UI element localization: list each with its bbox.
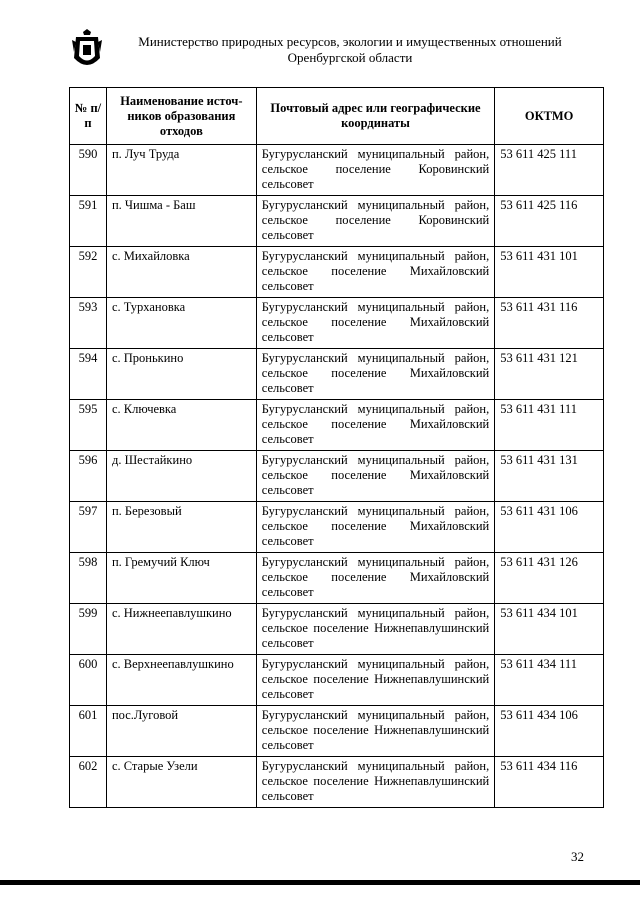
source-name: с. Старые Узели — [106, 757, 256, 808]
table-row — [70, 451, 604, 502]
oktmo-code: 53 611 425 116 — [495, 196, 604, 247]
row-number: 593 — [70, 298, 107, 349]
source-name: п. Луч Труда — [106, 145, 256, 196]
table-row — [70, 298, 604, 349]
row-number: 600 — [70, 655, 107, 706]
source-name: д. Шестайкино — [106, 451, 256, 502]
row-number: 597 — [70, 502, 107, 553]
row-number: 601 — [70, 706, 107, 757]
row-number: 598 — [70, 553, 107, 604]
address: Бугурусланский муниципальный район, сельское поселение Коровинский сельсовет — [256, 196, 494, 247]
waste-sources-table — [69, 87, 604, 808]
table-row — [70, 706, 604, 757]
source-name: с. Нижнеепавлушкино — [106, 604, 256, 655]
address: Бугурусланский муниципальный район, сельское поселение Михайловский сельсовет — [256, 298, 494, 349]
row-number: 595 — [70, 400, 107, 451]
table-row — [70, 145, 604, 196]
oktmo-code: 53 611 431 101 — [495, 247, 604, 298]
ministry-header — [115, 34, 585, 66]
address: Бугурусланский муниципальный район, сельское поселение Михайловский сельсовет — [256, 451, 494, 502]
address: Бугурусланский муниципальный район, сельское поселение Нижнепавлушинский сельсовет — [256, 604, 494, 655]
row-number: 602 — [70, 757, 107, 808]
table-row — [70, 400, 604, 451]
oktmo-code: 53 611 431 131 — [495, 451, 604, 502]
source-name: с. Ключевка — [106, 400, 256, 451]
address: Бугурусланский муниципальный район, сельское поселение Нижнепавлушинский сельсовет — [256, 757, 494, 808]
oktmo-code: 53 611 434 106 — [495, 706, 604, 757]
address: Бугурусланский муниципальный район, сельское поселение Коровинский сельсовет — [256, 145, 494, 196]
bottom-divider — [0, 880, 640, 885]
oktmo-code: 53 611 425 111 — [495, 145, 604, 196]
row-number: 596 — [70, 451, 107, 502]
column-header-address: Почтовый адрес или географические координаты — [256, 88, 494, 145]
region-name: Оренбургской области — [287, 50, 413, 65]
oktmo-code: 53 611 434 101 — [495, 604, 604, 655]
column-header-oktmo: ОКТМО — [495, 88, 604, 145]
table-row — [70, 757, 604, 808]
address: Бугурусланский муниципальный район, сельское поселение Нижнепавлушинский сельсовет — [256, 655, 494, 706]
page-number: 32 — [571, 849, 584, 864]
address: Бугурусланский муниципальный район, сельское поселение Михайловский сельсовет — [256, 553, 494, 604]
oktmo-code: 53 611 431 106 — [495, 502, 604, 553]
source-name: п. Чишма - Баш — [106, 196, 256, 247]
table-row — [70, 553, 604, 604]
oktmo-code: 53 611 431 111 — [495, 400, 604, 451]
oktmo-code: 53 611 431 126 — [495, 553, 604, 604]
ministry-name: Министерство природных ресурсов, экологии и имущественных отношений — [138, 34, 562, 49]
source-name: п. Гремучий Ключ — [106, 553, 256, 604]
address: Бугурусланский муниципальный район, сельское поселение Михайловский сельсовет — [256, 349, 494, 400]
oktmo-code: 53 611 434 111 — [495, 655, 604, 706]
table-row — [70, 655, 604, 706]
row-number: 590 — [70, 145, 107, 196]
table-header-row — [70, 88, 604, 145]
address: Бугурусланский муниципальный район, сельское поселение Михайловский сельсовет — [256, 247, 494, 298]
oktmo-code: 53 611 431 121 — [495, 349, 604, 400]
row-number: 592 — [70, 247, 107, 298]
table-row — [70, 349, 604, 400]
table-row — [70, 247, 604, 298]
coat-of-arms-icon — [70, 28, 104, 72]
row-number: 591 — [70, 196, 107, 247]
column-header-number: № п/п — [70, 88, 107, 145]
oktmo-code: 53 611 431 116 — [495, 298, 604, 349]
address: Бугурусланский муниципальный район, сельское поселение Михайловский сельсовет — [256, 502, 494, 553]
source-name: пос.Луговой — [106, 706, 256, 757]
oktmo-code: 53 611 434 116 — [495, 757, 604, 808]
row-number: 599 — [70, 604, 107, 655]
source-name: с. Пронькино — [106, 349, 256, 400]
source-name: с. Михайловка — [106, 247, 256, 298]
address: Бугурусланский муниципальный район, сельское поселение Михайловский сельсовет — [256, 400, 494, 451]
source-name: п. Березовый — [106, 502, 256, 553]
address: Бугурусланский муниципальный район, сельское поселение Нижнепавлушинский сельсовет — [256, 706, 494, 757]
row-number: 594 — [70, 349, 107, 400]
table-row — [70, 502, 604, 553]
table-row — [70, 196, 604, 247]
source-name: с. Турхановка — [106, 298, 256, 349]
column-header-source-name: Наименование источ-ников образования отходов — [106, 88, 256, 145]
table-row — [70, 604, 604, 655]
source-name: с. Верхнеепавлушкино — [106, 655, 256, 706]
